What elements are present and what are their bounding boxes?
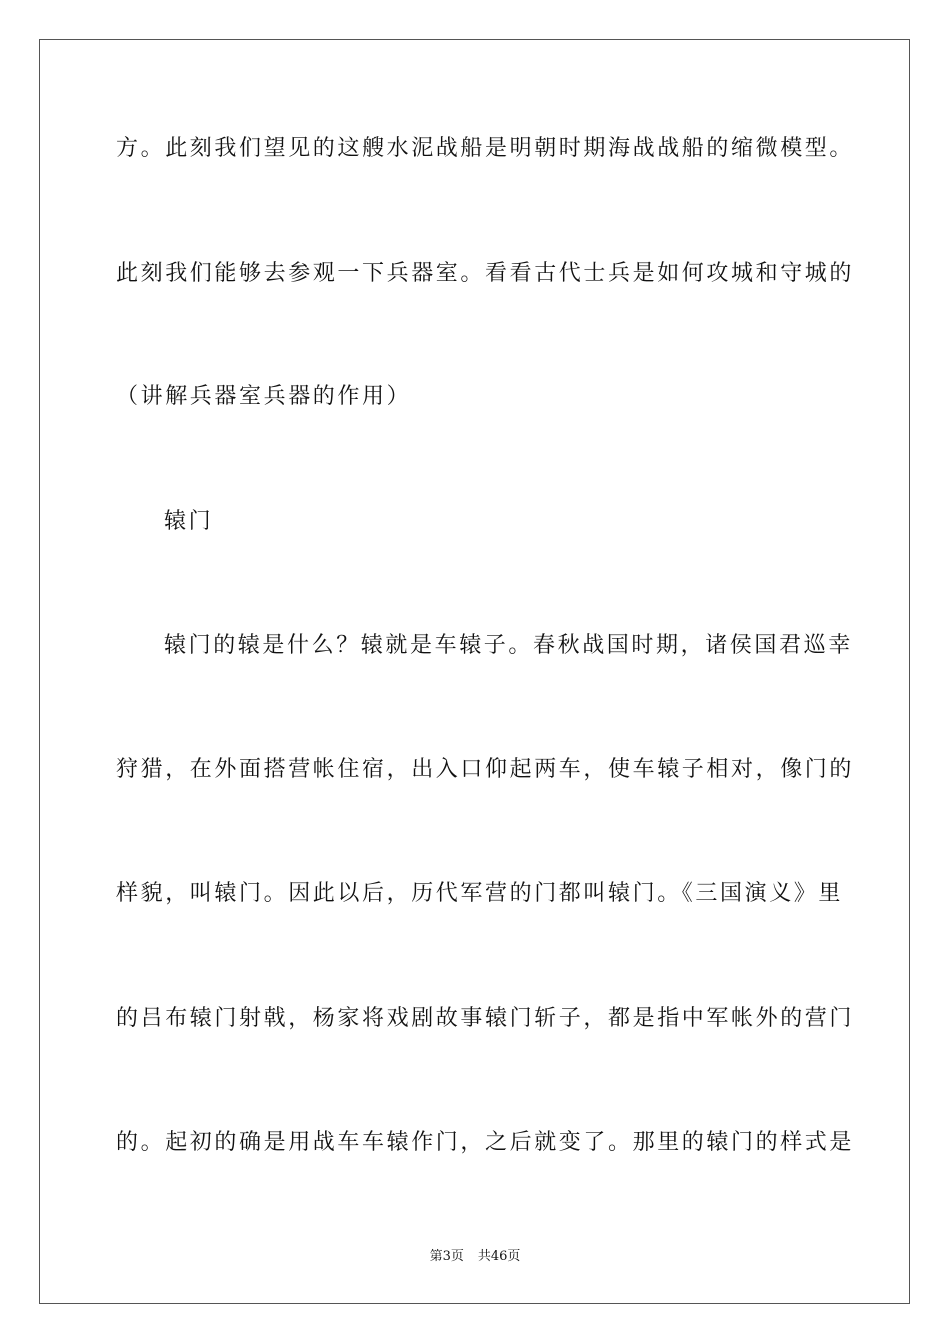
body-line-7: 样貌，叫辕门。因此以后，历代军营的门都叫辕门。《三国演义》里 bbox=[116, 881, 844, 906]
body-line-8: 的吕布辕门射戟，杨家将戏剧故事辕门斩子，都是指中军帐外的营门 bbox=[116, 1006, 855, 1031]
page-number: 第3页 bbox=[429, 1249, 464, 1264]
body-line-3: （讲解兵器室兵器的作用） bbox=[116, 384, 412, 409]
page-border bbox=[39, 39, 910, 1304]
body-line-2: 此刻我们能够去参观一下兵器室。看看古代士兵是如何攻城和守城的 bbox=[116, 261, 855, 286]
page-total: 共46页 bbox=[477, 1249, 521, 1264]
body-line-5: 辕门的辕是什么？辕就是车辕子。春秋战国时期，诸侯国君巡幸 bbox=[164, 633, 853, 658]
section-heading: 辕门 bbox=[164, 509, 214, 534]
body-line-1: 方。此刻我们望见的这艘水泥战船是明朝时期海战战船的缩微模型。 bbox=[116, 136, 855, 161]
body-line-6: 狩猎，在外面搭营帐住宿，出入口仰起两车，使车辕子相对，像门的 bbox=[116, 757, 855, 782]
page-footer bbox=[0, 1247, 950, 1267]
body-line-9: 的。起初的确是用战车车辕作门，之后就变了。那里的辕门的样式是 bbox=[116, 1130, 855, 1155]
